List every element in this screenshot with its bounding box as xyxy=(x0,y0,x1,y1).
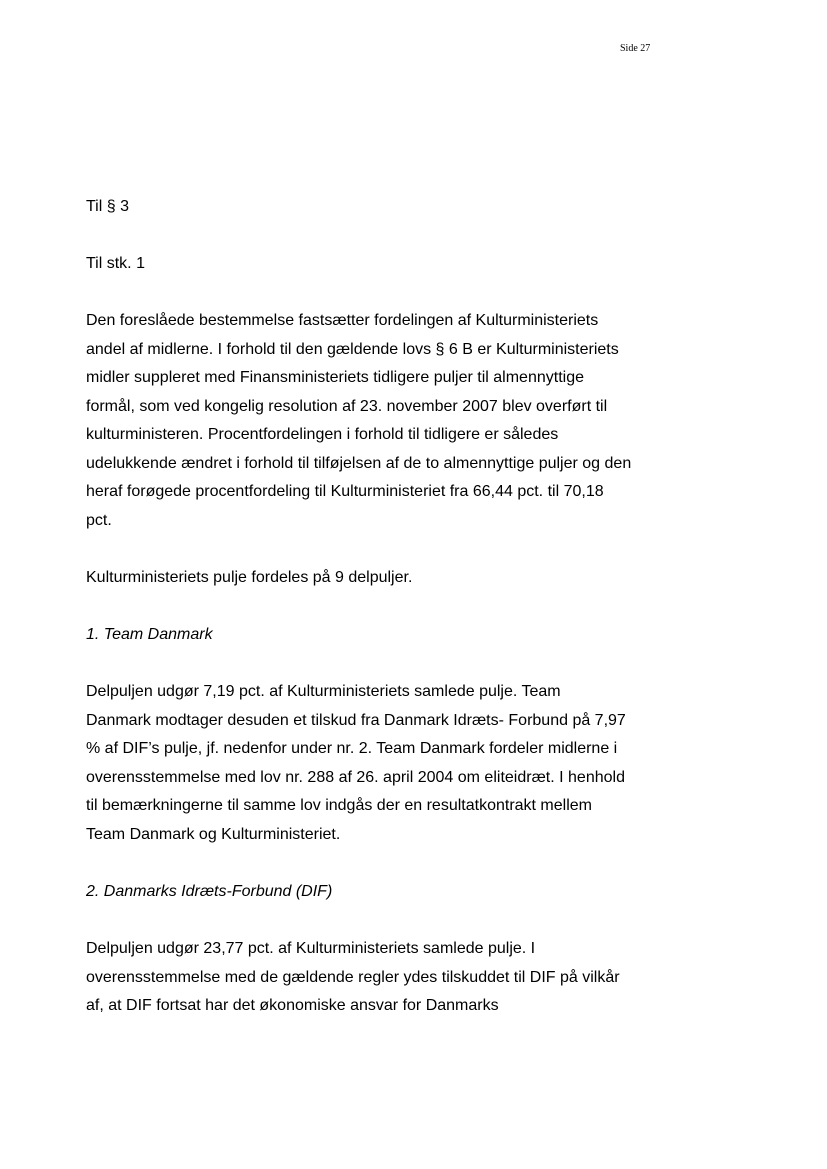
text-line: heraf forøgede procentfordeling til Kulturministeriet fra 66,44 pct. til 70,18 xyxy=(86,483,604,500)
text-line: pct. xyxy=(86,511,112,529)
text-line: af, at DIF fortsat har det økonomiske ansvar for Danmarks xyxy=(86,997,499,1014)
team-danmark-paragraph xyxy=(86,678,666,849)
text-line: Delpuljen udgør 7,19 pct. af Kulturministeriets samlede pulje. Team xyxy=(86,683,561,700)
text-line: Delpuljen udgør 23,77 pct. af Kulturministeriets samlede pulje. I xyxy=(86,940,536,957)
item-heading-dif: 2. Danmarks Idræts-Forbund (DIF) xyxy=(86,883,333,900)
text-line: % af DIF’s pulje, jf. nedenfor under nr. 2. Team Danmark fordeler midlerne i xyxy=(86,740,618,757)
item-heading-team-danmark: 1. Team Danmark xyxy=(86,626,213,643)
summary-paragraph: Kulturministeriets pulje fordeles på 9 delpuljer. xyxy=(86,569,413,586)
subsection-title: Til stk. 1 xyxy=(86,255,145,272)
text-line: overensstemmelse med de gældende regler ydes tilskuddet til DIF på vilkår xyxy=(86,968,620,986)
text-line: Den foreslåede bestemmelse fastsætter fordelingen af Kulturministeriets xyxy=(86,312,599,329)
text-line: formål, som ved kongelig resolution af 23. november 2007 blev overført til xyxy=(86,397,608,415)
page-number: Side 27 xyxy=(620,43,651,54)
text-line: til bemærkningerne til samme lov indgås der en resultatkontrakt mellem xyxy=(86,797,592,814)
intro-paragraph xyxy=(86,307,666,535)
text-line: andel af midlerne. I forhold til den gældende lovs § 6 B er Kulturministeriets xyxy=(86,340,619,358)
text-line: udelukkende ændret i forhold til tilføjelsen af de to almennyttige puljer og den xyxy=(86,454,632,472)
text-line: Danmark modtager desuden et tilskud fra Danmark Idræts- Forbund på 7,97 xyxy=(86,711,626,729)
text-line: kulturministeren. Procentfordelingen i forhold til tidligere er således xyxy=(86,426,559,443)
text-line: overensstemmelse med lov nr. 288 af 26. april 2004 om eliteidræt. I henhold xyxy=(86,768,625,786)
dif-paragraph xyxy=(86,935,666,1021)
text-line: Team Danmark og Kulturministeriet. xyxy=(86,825,341,843)
text-line: midler suppleret med Finansministeriets tidligere puljer til almennyttige xyxy=(86,369,584,386)
section-title: Til § 3 xyxy=(86,198,129,215)
